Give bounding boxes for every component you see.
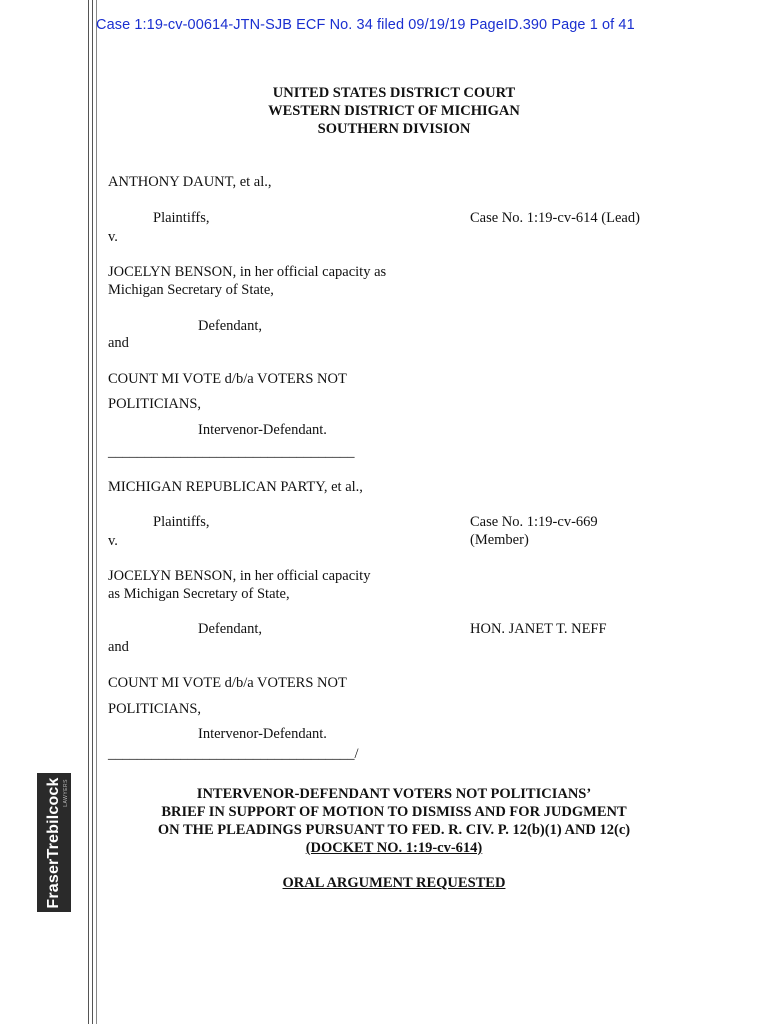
document-title-line3: ON THE PLEADINGS PURSUANT TO FED. R. CIV. P. 12(b)(1) AND 12(c) (157, 822, 631, 838)
margin-rule-3 (96, 0, 97, 1024)
case2-plaintiffs-label: Plaintiffs, (153, 514, 210, 530)
case2-versus: v. (108, 533, 118, 549)
court-district: WESTERN DISTRICT OF MICHIGAN (268, 103, 520, 119)
logo-subtext: LAWYERS (63, 779, 69, 807)
case2-intervenor-line1: COUNT MI VOTE d/b/a VOTERS NOT (108, 675, 347, 691)
case2-defendant-line2: as Michigan Secretary of State, (108, 586, 290, 602)
case2-and: and (108, 639, 129, 655)
case1-intervenor-line2: POLITICIANS, (108, 396, 202, 412)
case1-intervenor-label: Intervenor-Defendant. (198, 422, 327, 438)
case2-intervenor-line2: POLITICIANS, (108, 701, 202, 717)
document-title-line1: INTERVENOR-DEFENDANT VOTERS NOT POLITICIANS’ (196, 786, 592, 802)
ecf-header-stamp: Case 1:19-cv-00614-JTN-SJB ECF No. 34 filed 09/19/19 PageID.390 Page 1 of 41 (96, 17, 635, 33)
margin-rule-1 (88, 0, 89, 1024)
logo-text: FraserTrebilcock (45, 776, 62, 909)
margin-rule-2 (92, 0, 93, 1024)
fraser-trebilcock-logo (37, 773, 71, 912)
case2-separator: __________________________________/ (108, 746, 359, 762)
court-division: SOUTHERN DIVISION (317, 121, 471, 137)
case2-defendant-line1: JOCELYN BENSON, in her official capacity (108, 568, 371, 584)
case2-case-role: (Member) (470, 532, 529, 548)
court-name: UNITED STATES DISTRICT COURT (272, 85, 516, 101)
case2-plaintiff: MICHIGAN REPUBLICAN PARTY, et al., (108, 479, 363, 495)
case1-defendant-label: Defendant, (198, 318, 263, 334)
case1-versus: v. (108, 229, 118, 245)
case1-plaintiffs-label: Plaintiffs, (153, 210, 210, 226)
docket-number-text: (DOCKET NO. 1:19-cv-614) (305, 840, 483, 856)
case2-judge: HON. JANET T. NEFF (470, 621, 607, 637)
case2-defendant-label: Defendant, (198, 621, 263, 637)
case2-case-number: Case No. 1:19-cv-669 (470, 514, 598, 530)
case1-defendant-line2: Michigan Secretary of State, (108, 282, 274, 298)
docket-number (100, 839, 688, 857)
oral-argument-request (100, 874, 688, 892)
case2-intervenor-label: Intervenor-Defendant. (198, 726, 327, 742)
case1-defendant-line1: JOCELYN BENSON, in her official capacity as (108, 264, 387, 280)
case1-case-number: Case No. 1:19-cv-614 (Lead) (470, 210, 640, 226)
case1-separator: __________________________________ (108, 444, 355, 460)
case1-intervenor-line1: COUNT MI VOTE d/b/a VOTERS NOT (108, 371, 347, 387)
case1-and: and (108, 335, 129, 351)
document-title-line2: BRIEF IN SUPPORT OF MOTION TO DISMISS AND FOR JUDGMENT (161, 804, 627, 820)
case1-plaintiff: ANTHONY DAUNT, et al., (108, 174, 272, 190)
oral-argument-text: ORAL ARGUMENT REQUESTED (282, 875, 506, 891)
